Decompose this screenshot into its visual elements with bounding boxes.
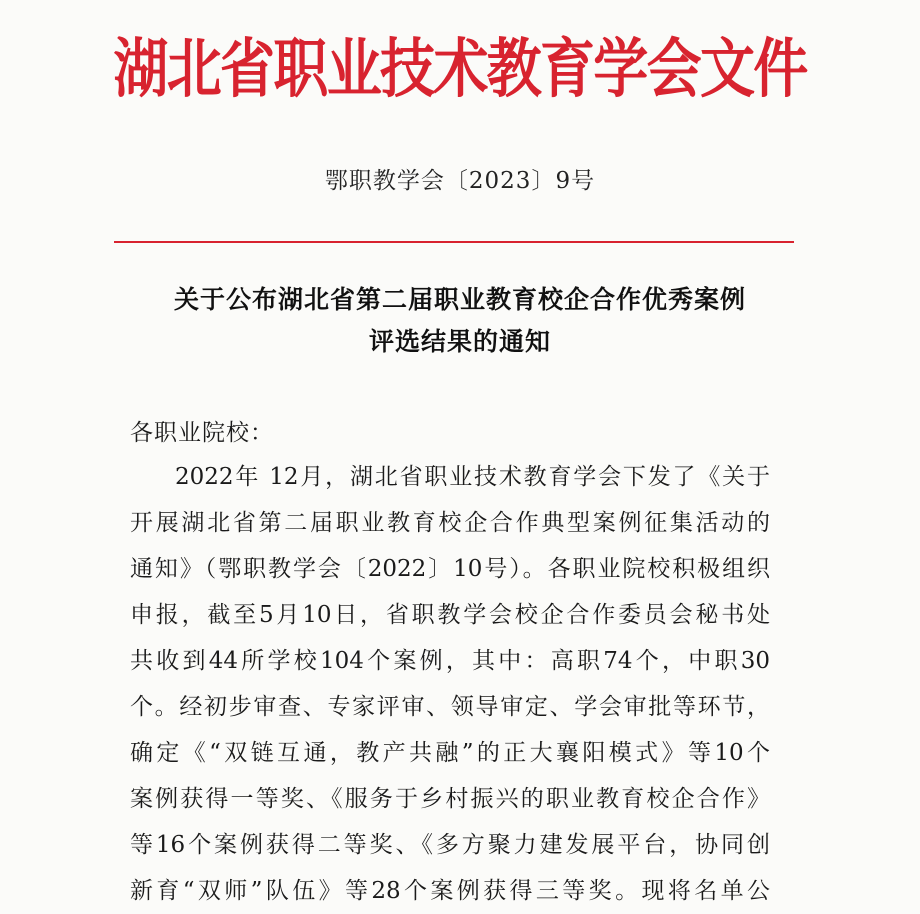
header-divider [114,241,794,243]
body-line-4: 申报，截至5月10日，省职教学会校企合作委员会秘书处 [130,602,770,628]
document-number: 鄂职教学会〔2023〕9号 [324,168,596,194]
salutation: 各职业院校： [130,420,274,446]
body-line-8: 案例获得一等奖、《服务于乡村振兴的职业教育校企合作》 [130,786,770,812]
body-line-3: 通知》（鄂职教学会〔2022〕10号）。各职业院校积极组织 [130,556,770,582]
notice-title-line-1: 关于公布湖北省第二届职业教育校企合作优秀案例 [173,285,746,314]
body-line-1: 2022年 12月，湖北省职业技术教育学会下发了《关于 [175,464,770,490]
body-line-7: 确定《“双链互通，教产共融”的正大襄阳模式》等10个 [130,740,770,766]
body-line-2: 开展湖北省第二届职业教育校企合作典型案例征集活动的 [130,510,770,536]
body-line-5: 共收到44所学校104个案例，其中：高职74个，中职30 [130,648,770,674]
body-line-9: 等16个案例获得二等奖、《多方聚力建发展平台，协同创 [130,832,770,858]
masthead-title: 湖北省职业技术教育学会文件 [113,33,807,107]
notice-title-line-2: 评选结果的通知 [368,327,551,356]
body-line-6: 个。经初步审查、专家评审、领导审定、学会审批等环节， [130,694,770,720]
body-line-10: 新育“双师”队伍》等28个案例获得三等奖。现将名单公 [130,878,770,904]
